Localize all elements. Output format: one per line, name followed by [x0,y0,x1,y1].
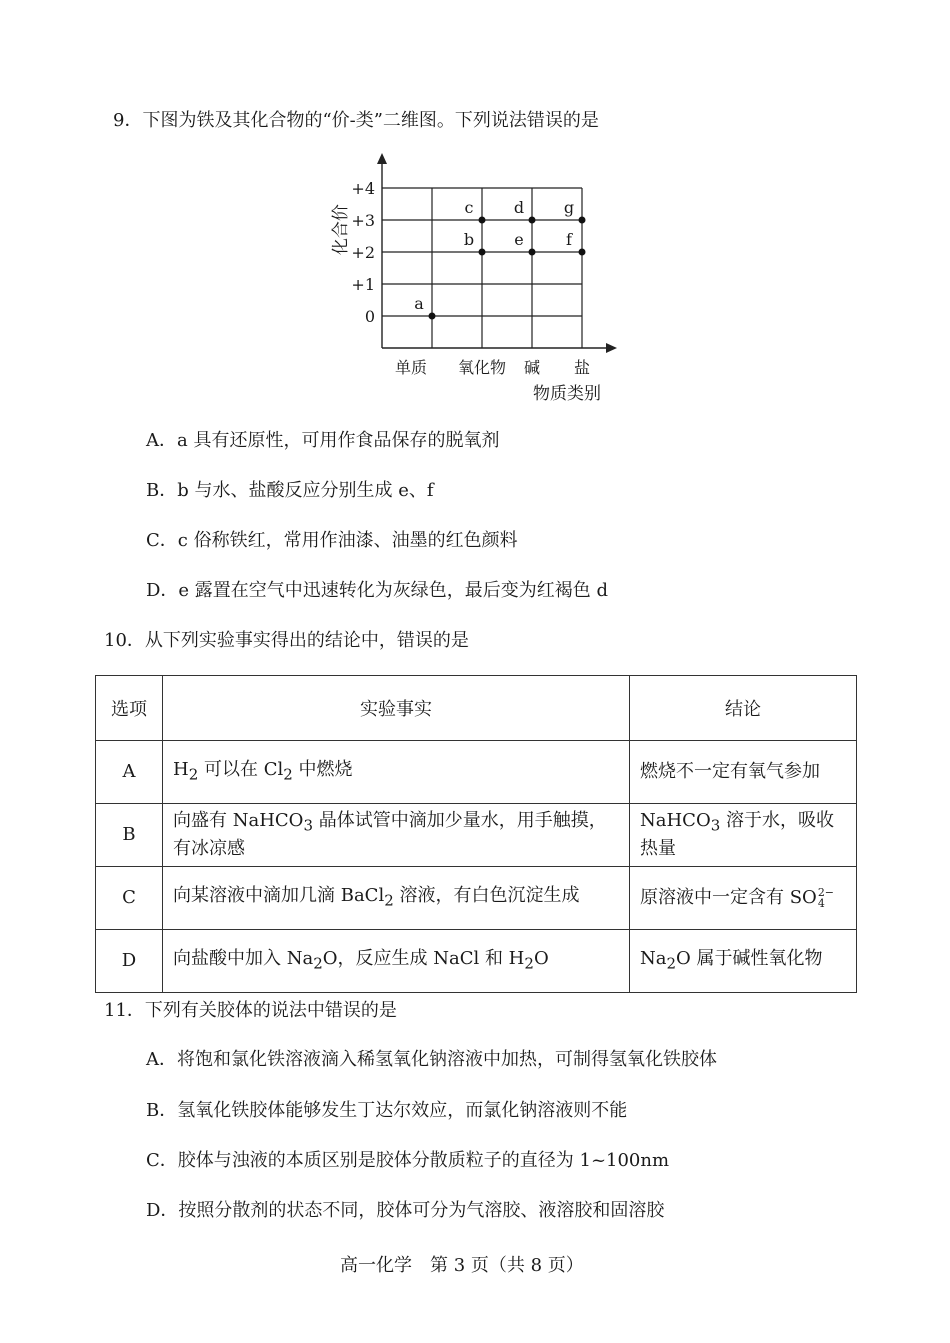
q11-option-d: D．按照分散剂的状态不同，胶体可分为气溶胶、液溶胶和固溶胶 [146,1200,665,1221]
row-a-option: A [96,741,163,804]
point-label-d: d [513,198,525,217]
header-conclusion: 结论 [630,676,857,741]
table-header-row [96,676,857,741]
valence-class-chart [320,150,630,405]
y-tick-label: +1 [351,275,375,294]
x-category-label: 碱 [523,358,541,377]
q9-option-d: D．e 露置在空气中迅速转化为灰绿色，最后变为红褐色 d [146,580,609,601]
q11-option-a: A．将饱和氯化铁溶液滴入稀氢氧化钠溶液中加热，可制得氢氧化铁胶体 [146,1049,717,1070]
table-row-b [96,804,857,867]
row-a-fact: $H_2$ 可以在 $Cl_2$ 中燃烧 [163,741,630,804]
row-b-option: B [96,804,163,867]
y-tick-label: 0 [364,307,375,326]
point-c [479,217,486,224]
row-b-fact: 向盛有 NaHCO$_3$ 晶体试管中滴加少量水，用手触摸， 有冰凉感 [163,804,630,867]
point-d [529,217,536,224]
table-row-d [96,930,857,993]
x-category-label: 盐 [573,358,591,377]
point-g [579,217,586,224]
q9-option-b: B．b 与水、盐酸反应分别生成 e、f [146,480,434,501]
row-d-option: D [96,930,163,993]
q11-stem: 11．下列有关胶体的说法中错误的是 [104,1000,397,1021]
point-b [479,249,486,256]
header-fact: 实验事实 [163,676,630,741]
point-label-f: f [566,230,572,249]
row-c-conclusion: 原溶液中一定含有 SO 2− 4 [630,867,857,930]
x-axis-arrow [606,343,617,353]
q9-stem: 9．下图为铁及其化合物的“价-类”二维图。下列说法错误的是 [113,110,599,131]
point-label-a: a [414,294,424,313]
header-option: 选项 [96,676,163,741]
q11-option-b: B．氢氧化铁胶体能够发生丁达尔效应，而氯化钠溶液则不能 [146,1100,628,1121]
point-label-b: b [463,230,475,249]
table-row-a [96,741,857,804]
q9-option-c: C．c 俗称铁红，常用作油漆、油墨的红色颜料 [146,530,518,551]
x-axis-title: 物质类别 [533,384,601,404]
x-category-label: 单质 [394,358,428,377]
x-category-label: 氧化物 [457,358,507,377]
y-tick-label: +2 [351,243,375,262]
point-label-g: g [563,198,575,217]
page-footer: 高一化学 第 3 页（共 8 页） [340,1255,584,1276]
y-tick-label: +4 [351,179,375,198]
y-tick-label: +3 [351,211,375,230]
q9-option-a: A．a 具有还原性，可用作食品保存的脱氧剂 [146,430,500,451]
q10-stem: 10．从下列实验事实得出的结论中，错误的是 [104,630,469,651]
row-a-conclusion: 燃烧不一定有氧气参加 [630,741,857,804]
point-e [529,249,536,256]
experiment-table [95,675,857,993]
point-a [429,313,436,320]
row-c-fact: 向某溶液中滴加几滴 BaCl$_2$ 溶液，有白色沉淀生成 [163,867,630,930]
point-label-e: e [514,230,524,249]
point-f [579,249,586,256]
row-d-conclusion: $Na_2O$ 属于碱性氧化物 [630,930,857,993]
y-axis-title: 化合价 [331,204,351,256]
point-label-c: c [464,198,474,217]
row-b-conclusion: NaHCO$_3$ 溶于水，吸收 热量 [630,804,857,867]
q11-option-c: C．胶体与浊液的本质区别是胶体分散质粒子的直径为 1~100nm [146,1150,670,1171]
row-c-option: C [96,867,163,930]
row-d-fact: 向盐酸中加入 $Na_2O$，反应生成 NaCl 和 $H_2O$ [163,930,630,993]
table-row-c [96,867,857,930]
y-axis-arrow [377,153,387,164]
